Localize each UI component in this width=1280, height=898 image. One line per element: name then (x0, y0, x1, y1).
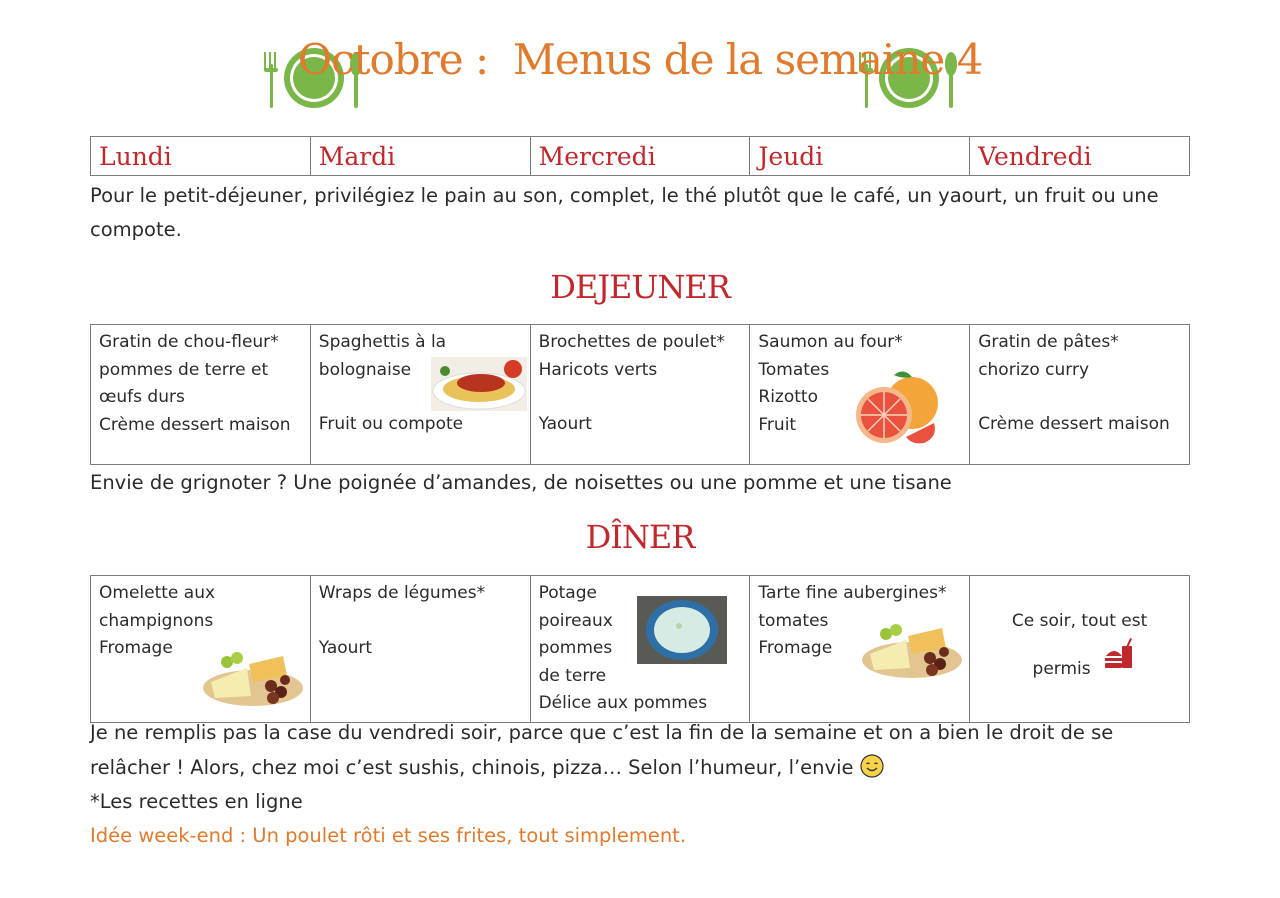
page-title-subtitle: Menus de la semaine 4 (512, 35, 983, 84)
day-mardi: Mardi (310, 137, 530, 176)
day-mercredi: Mercredi (530, 137, 750, 176)
dinner-jeudi: Tarte fine aubergines* tomates Fromage (750, 576, 970, 723)
recipes-note: *Les recettes en ligne (90, 790, 303, 813)
lunch-mercredi: Brochettes de poulet* Haricots verts Yaourt (530, 325, 750, 465)
grapefruit-image (854, 367, 940, 445)
page-title-month: Octobre : (297, 35, 489, 84)
dinner-lundi: Omelette aux champignons Fromage (91, 576, 311, 723)
days-header (90, 136, 1190, 176)
lunch-mardi: Spaghettis à la bolognaise Fruit ou compote (310, 325, 530, 465)
spaghetti-image (431, 357, 527, 411)
footer-note-line1: Je ne remplis pas la case du vendredi soir, parce que c’est la fin de la semaine et on a bien le droit de se (90, 721, 1114, 744)
footer-note-line2: relâcher ! Alors, chez moi c’est sushis, chinois, pizza… Selon l’humeur, l’envie (90, 751, 1190, 785)
dinner-mardi: Wraps de légumes* Yaourt (310, 576, 530, 723)
weekend-idea: Idée week-end : Un poulet rôti et ses frites, tout simplement. (90, 824, 687, 847)
permis-line: permis (978, 656, 1181, 684)
soup-bowl-image (637, 596, 727, 664)
dinner-heading: DÎNER (585, 518, 695, 556)
dinner-mercredi: Potage poireaux pommes de terre Délice aux pommes (530, 576, 750, 723)
cheese-plate-image (201, 642, 305, 708)
fast-food-icon (1102, 636, 1138, 672)
cheese-plate-image (860, 614, 964, 680)
day-vendredi: Vendredi (970, 137, 1190, 176)
dinner-vendredi: Ce soir, tout est permis (970, 576, 1190, 723)
lunch-heading: DEJEUNER (550, 268, 730, 306)
day-jeudi: Jeudi (750, 137, 970, 176)
smiley-icon (860, 754, 884, 778)
day-lundi: Lundi (91, 137, 311, 176)
breakfast-note: Pour le petit-déjeuner, privilégiez le pain au son, complet, le thé plutôt que le café, un yaourt, un fruit ou une compote. (90, 184, 1159, 241)
snack-note: Envie de grignoter ? Une poignée d’amandes, de noisettes ou une pomme et une tisane (90, 471, 952, 494)
page-title (0, 32, 1280, 92)
lunch-table (90, 324, 1190, 465)
lunch-jeudi: Saumon au four* Tomates Rizotto Fruit (750, 325, 970, 465)
lunch-vendredi: Gratin de pâtes* chorizo curry Crème dessert maison (970, 325, 1190, 465)
lunch-lundi: Gratin de chou-fleur* pommes de terre et œufs durs Crème dessert maison (91, 325, 311, 465)
dinner-table (90, 575, 1190, 723)
